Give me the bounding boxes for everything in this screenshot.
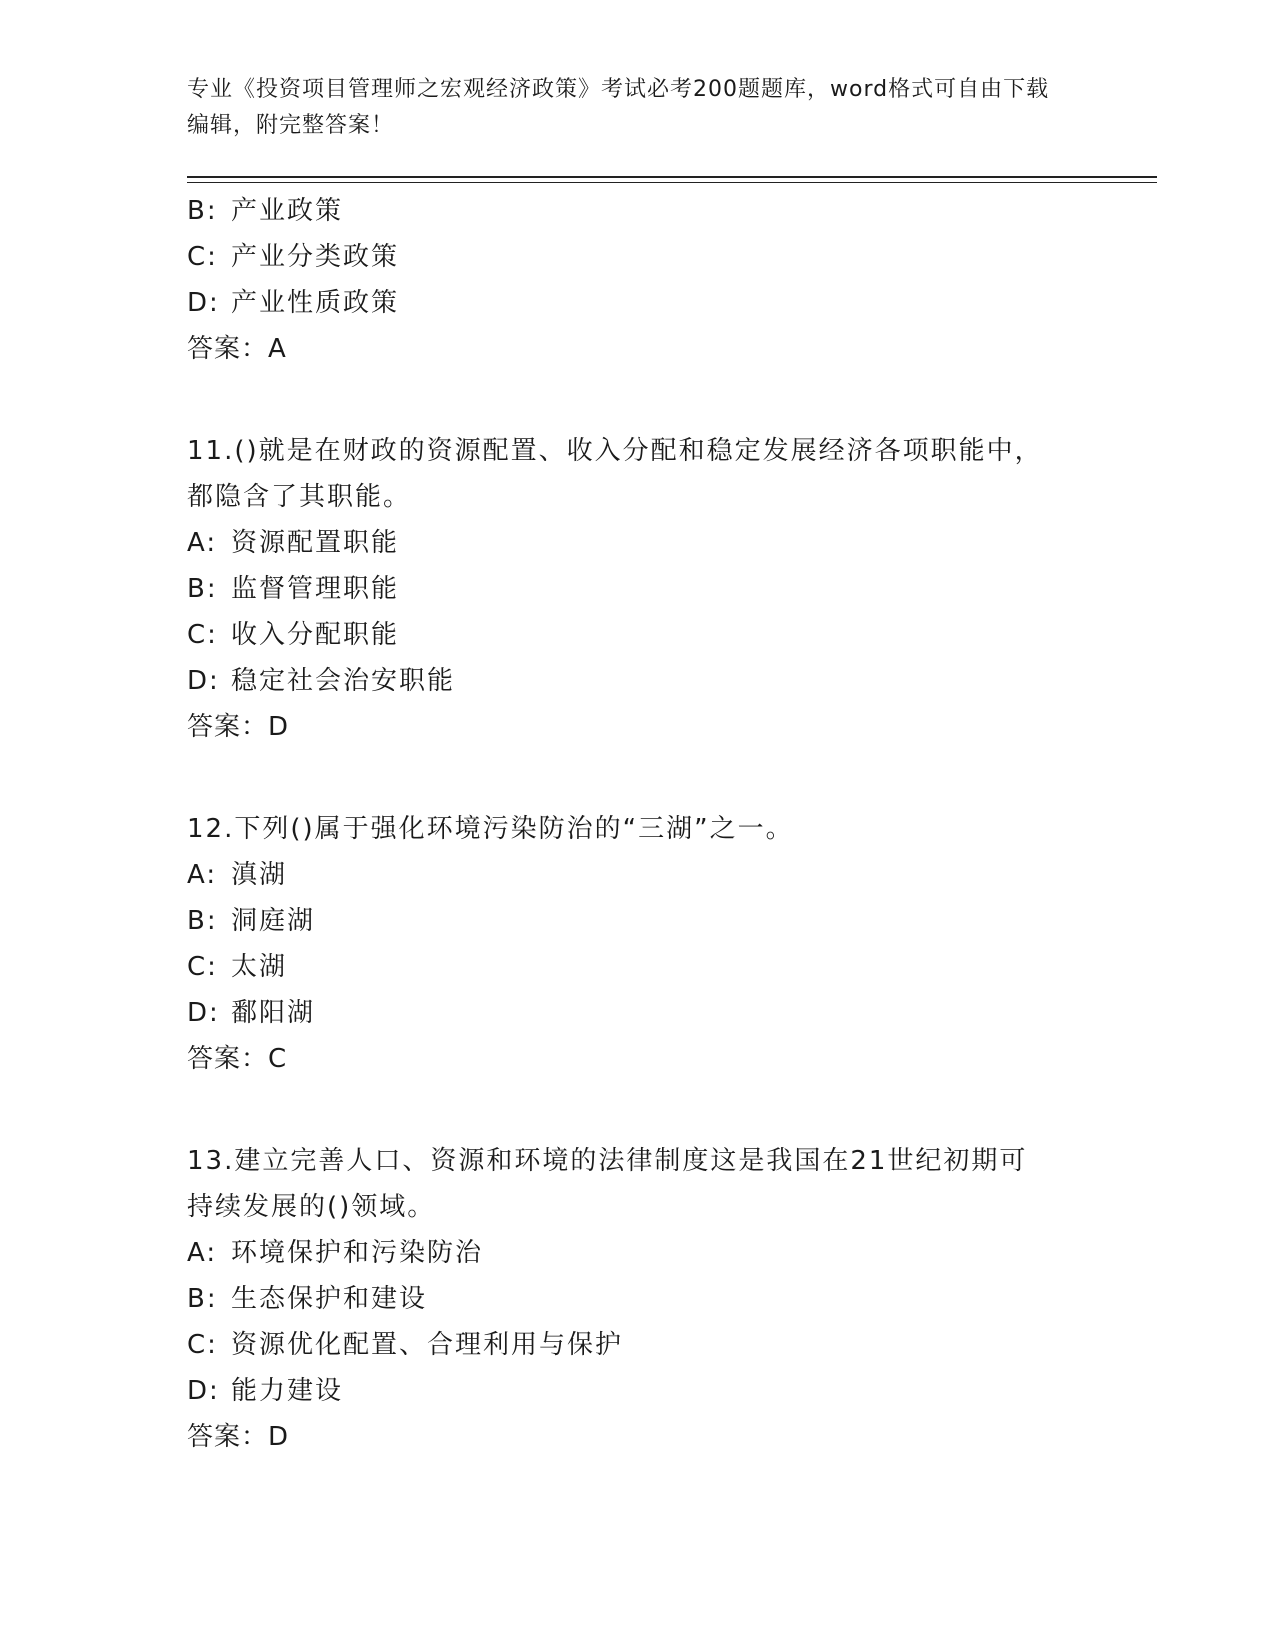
option-d — [187, 280, 1087, 326]
option-text: 生态保护和建设 — [231, 1284, 428, 1314]
option-a — [187, 1230, 1087, 1276]
option-text: 产业性质政策 — [231, 288, 400, 318]
spacer — [187, 750, 1087, 806]
question-13 — [187, 1138, 1087, 1460]
question-stem-line: 都隐含了其职能。 — [187, 482, 412, 512]
option-b — [187, 898, 1087, 944]
option-letter: C: — [187, 1330, 218, 1360]
question-stem-line: 12.下列()属于强化环境污染防治的“三湖”之一。 — [187, 814, 794, 844]
option-letter: B: — [187, 574, 218, 604]
answer-line: 答案：D — [187, 1422, 290, 1452]
option-letter: A: — [187, 1238, 218, 1268]
option-letter: A: — [187, 528, 218, 558]
option-a — [187, 852, 1087, 898]
spacer — [187, 1082, 1087, 1138]
answer-line: 答案：A — [187, 334, 287, 364]
header-rule-thick — [187, 176, 1157, 178]
header-rule-thin — [187, 182, 1157, 183]
spacer — [187, 372, 1087, 428]
option-c — [187, 234, 1087, 280]
option-c — [187, 612, 1087, 658]
question-stem-line: 持续发展的()领域。 — [187, 1192, 436, 1222]
option-text: 收入分配职能 — [231, 620, 400, 650]
option-text: 产业政策 — [231, 196, 344, 226]
option-letter: D: — [187, 1376, 220, 1406]
answer-line: 答案：C — [187, 1044, 288, 1074]
option-letter: C: — [187, 242, 218, 272]
option-d — [187, 658, 1087, 704]
option-text: 太湖 — [231, 952, 288, 982]
question-10-tail — [187, 188, 1087, 372]
option-text: 资源配置职能 — [231, 528, 400, 558]
option-b — [187, 566, 1087, 612]
option-letter: C: — [187, 620, 218, 650]
option-text: 滇湖 — [231, 860, 288, 890]
question-11 — [187, 428, 1087, 750]
option-text: 产业分类政策 — [231, 242, 400, 272]
question-stem-line: 11.()就是在财政的资源配置、收入分配和稳定发展经济各项职能中， — [187, 436, 1043, 466]
option-letter: B: — [187, 906, 218, 936]
option-letter: C: — [187, 952, 218, 982]
question-12 — [187, 806, 1087, 1082]
question-content — [187, 188, 1087, 1460]
option-letter: D: — [187, 998, 220, 1028]
option-letter: D: — [187, 288, 220, 318]
option-d — [187, 990, 1087, 1036]
option-text: 鄱阳湖 — [231, 998, 316, 1028]
option-text: 环境保护和污染防治 — [231, 1238, 484, 1268]
option-text: 资源优化配置、合理利用与保护 — [231, 1330, 624, 1360]
option-b — [187, 1276, 1087, 1322]
option-c — [187, 944, 1087, 990]
document-header: 专业《投资项目管理师之宏观经济政策》考试必考200题题库，word格式可自由下载编辑，附完整答案！ — [187, 77, 1050, 138]
option-text: 稳定社会治安职能 — [231, 666, 456, 696]
option-text: 洞庭湖 — [231, 906, 316, 936]
option-letter: B: — [187, 1284, 218, 1314]
answer-line: 答案：D — [187, 712, 290, 742]
option-c — [187, 1322, 1087, 1368]
option-letter: B: — [187, 196, 218, 226]
option-b — [187, 188, 1087, 234]
option-letter: D: — [187, 666, 220, 696]
option-a — [187, 520, 1087, 566]
option-letter: A: — [187, 860, 218, 890]
option-text: 能力建设 — [231, 1376, 344, 1406]
option-text: 监督管理职能 — [231, 574, 400, 604]
option-d — [187, 1368, 1087, 1414]
question-stem-line: 13.建立完善人口、资源和环境的法律制度这是我国在21世纪初期可 — [187, 1146, 1028, 1176]
